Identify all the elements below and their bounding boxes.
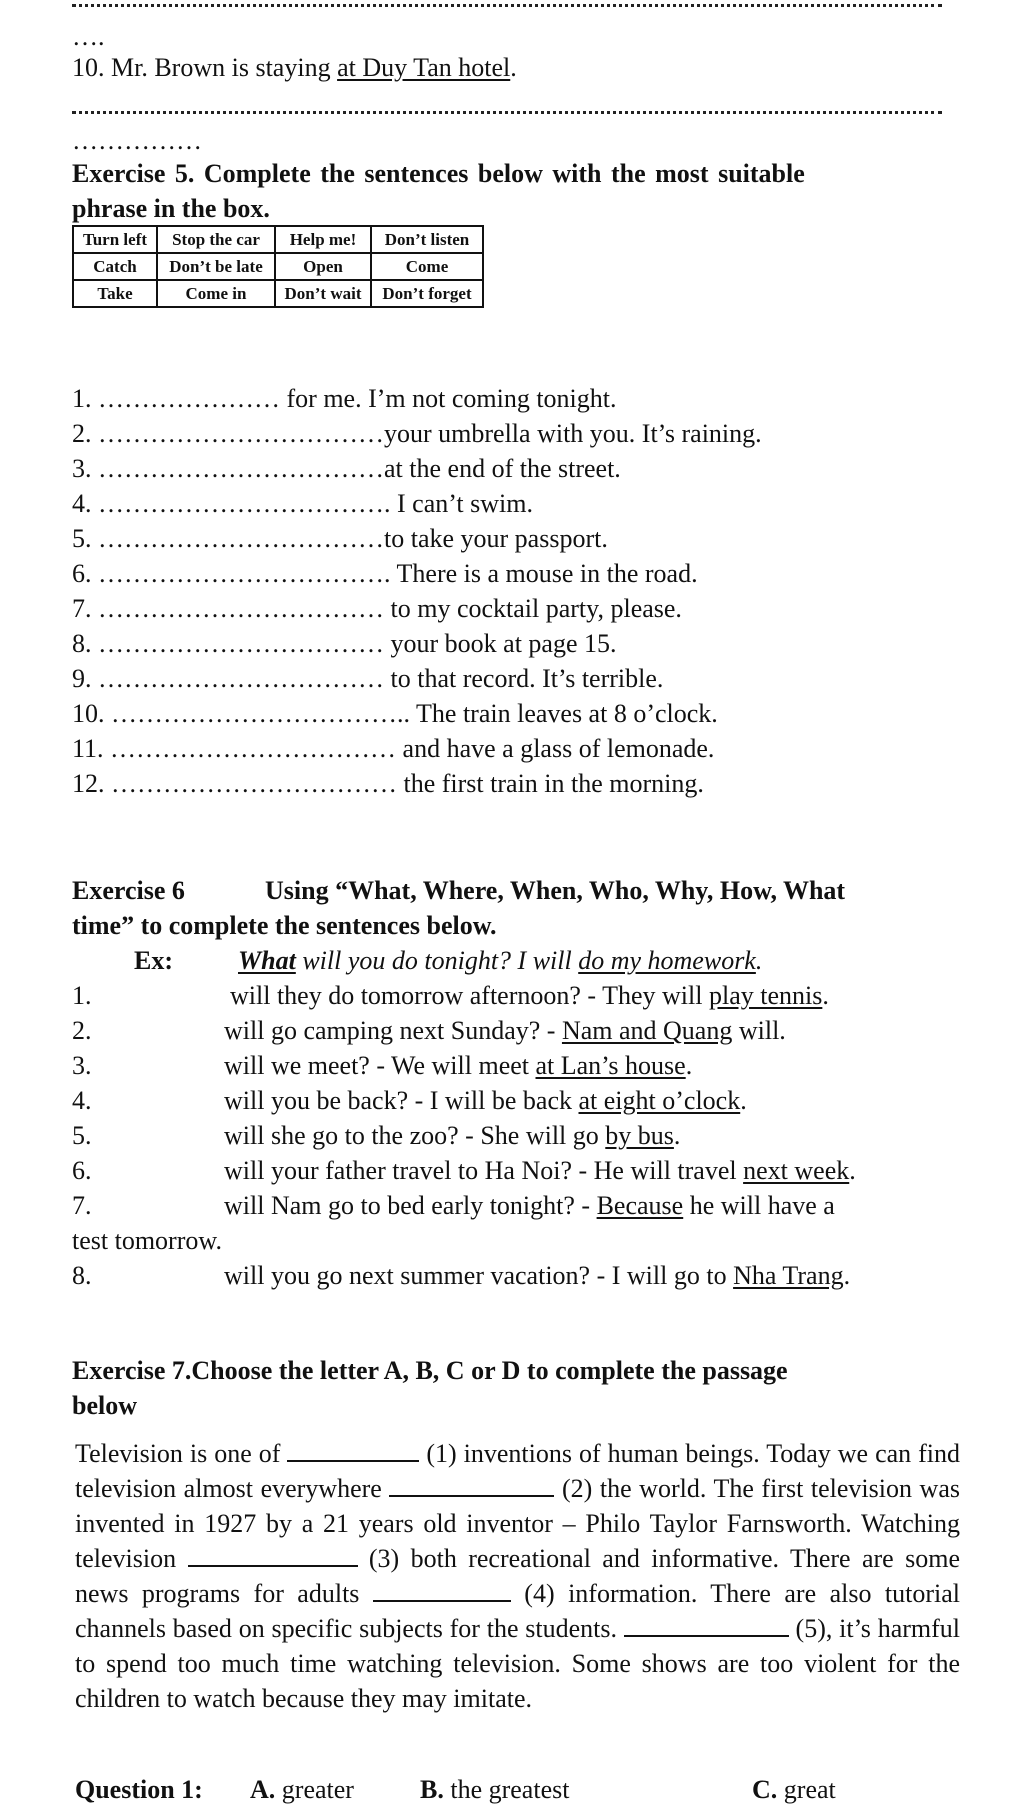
box-row: [73, 253, 483, 280]
box-cell: Catch: [73, 253, 157, 280]
ex6-item-number: 4.: [72, 1086, 92, 1115]
ex6-item-number: 5.: [72, 1121, 92, 1150]
exercise-6-title-line2: time” to complete the sentences below.: [72, 911, 497, 940]
box-cell: Take: [73, 280, 157, 307]
box-cell: Help me!: [275, 226, 371, 253]
ex5-item: 8. …………………………… your book at page 15.: [72, 629, 617, 658]
box-row: [73, 280, 483, 307]
phrase-box: [72, 225, 484, 308]
ex5-item: 3. ……………………………at the end of the street.: [72, 454, 621, 483]
ex5-item: 6. ……………………………. There is a mouse in the road.: [72, 559, 698, 588]
ex6-item-number: 7.: [72, 1191, 92, 1220]
ex6-item-text: will you go next summer vacation? - I will go to Nha Trang.: [224, 1261, 851, 1290]
answer-blank: [287, 1460, 419, 1462]
ex5-item: 1. ………………… for me. I’m not coming tonight.: [72, 384, 617, 413]
ex5-item: 10. …………………………….. The train leaves at 8 o’clock.: [72, 699, 718, 728]
answer-blank: [373, 1600, 511, 1602]
answer-blank: [188, 1565, 358, 1567]
prev-item-10: 10. Mr. Brown is staying at Duy Tan hotel.: [72, 53, 517, 82]
box-cell: Don’t wait: [275, 280, 371, 307]
answer-dotline: [72, 4, 942, 7]
box-cell: Don’t listen: [371, 226, 483, 253]
box-cell: Stop the car: [157, 226, 275, 253]
ex6-item-text: will Nam go to bed early tonight? - Because he will have a: [224, 1191, 835, 1220]
ex5-item: 11. …………………………… and have a glass of lemonade.: [72, 734, 715, 763]
ex6-item-7-continuation: test tomorrow.: [72, 1226, 222, 1255]
ex6-item-text: will you be back? - I will be back at eight o’clock.: [224, 1086, 747, 1115]
box-row: [73, 226, 483, 253]
exercise-6-title-b: Using “What, Where, When, Who, Why, How, What: [265, 876, 846, 905]
option-a[interactable]: A. greater: [250, 1775, 354, 1804]
answer-blank: [624, 1635, 789, 1637]
box-cell: Come: [371, 253, 483, 280]
box-cell: Turn left: [73, 226, 157, 253]
example-sentence: What will you do tonight? I will do my homework.: [238, 946, 763, 975]
box-cell: Don’t be late: [157, 253, 275, 280]
dotline-short: ….: [72, 22, 105, 51]
option-b[interactable]: B. the greatest: [420, 1775, 570, 1804]
example-label: Ex:: [134, 946, 173, 975]
ex6-item-number: 2.: [72, 1016, 92, 1045]
answer-dotline: [72, 111, 942, 114]
ex6-item-number: 8.: [72, 1261, 92, 1290]
ex6-item-number: 3.: [72, 1051, 92, 1080]
ex6-item-text: will your father travel to Ha Noi? - He will travel next week.: [224, 1156, 856, 1185]
ex5-item: 4. ……………………………. I can’t swim.: [72, 489, 533, 518]
ex6-item-number: 6.: [72, 1156, 92, 1185]
answer-blank: [389, 1495, 554, 1497]
ex6-item-number: 1.: [72, 981, 92, 1010]
ex6-item-text: will they do tomorrow afternoon? - They will play tennis.: [230, 981, 829, 1010]
ex5-item: 7. …………………………… to my cocktail party, please.: [72, 594, 682, 623]
ex5-item: 5. ……………………………to take your passport.: [72, 524, 608, 553]
exercise-6-title-a: Exercise 6: [72, 876, 185, 905]
passage: Television is one of (1) inventions of human beings. Today we can find television almost everywhere (2) the world. The first television was invented in 1927 by a 21 years old inventor – Philo Taylor Farnsworth. Watching television (3) both recreational and informative. There are some news programs for adults (4) information. There are also tutorial channels based on specific subjects for the students. (5), it’s harmful to spend too much time watching television. Some shows are too violent for the children to watch because they may imitate.: [75, 1439, 961, 1713]
ex6-item-text: will we meet? - We will meet at Lan’s house.: [224, 1051, 693, 1080]
exercise-5-title-line2: phrase in the box.: [72, 194, 270, 223]
question-1-label: Question 1:: [75, 1775, 203, 1804]
box-cell: Don’t forget: [371, 280, 483, 307]
box-cell: Open: [275, 253, 371, 280]
exercise-7-title-line2: below: [72, 1391, 137, 1420]
ex5-item: 9. …………………………… to that record. It’s terrible.: [72, 664, 664, 693]
ex6-item-text: will go camping next Sunday? - Nam and Quang will.: [224, 1016, 786, 1045]
ex5-item: 12. …………………………… the first train in the morning.: [72, 769, 704, 798]
option-c[interactable]: C. great: [752, 1775, 836, 1804]
dotline-short-2: ……………: [72, 126, 202, 155]
exercise-7-title-line1: Exercise 7.Choose the letter A, B, C or D to complete the passage: [72, 1356, 788, 1385]
ex5-item: 2. ……………………………your umbrella with you. It’s raining.: [72, 419, 762, 448]
exercise-5-title-line1: Exercise 5. Complete the sentences below with the most suitable: [72, 159, 805, 188]
box-cell: Come in: [157, 280, 275, 307]
ex6-item-text: will she go to the zoo? - She will go by bus.: [224, 1121, 681, 1150]
